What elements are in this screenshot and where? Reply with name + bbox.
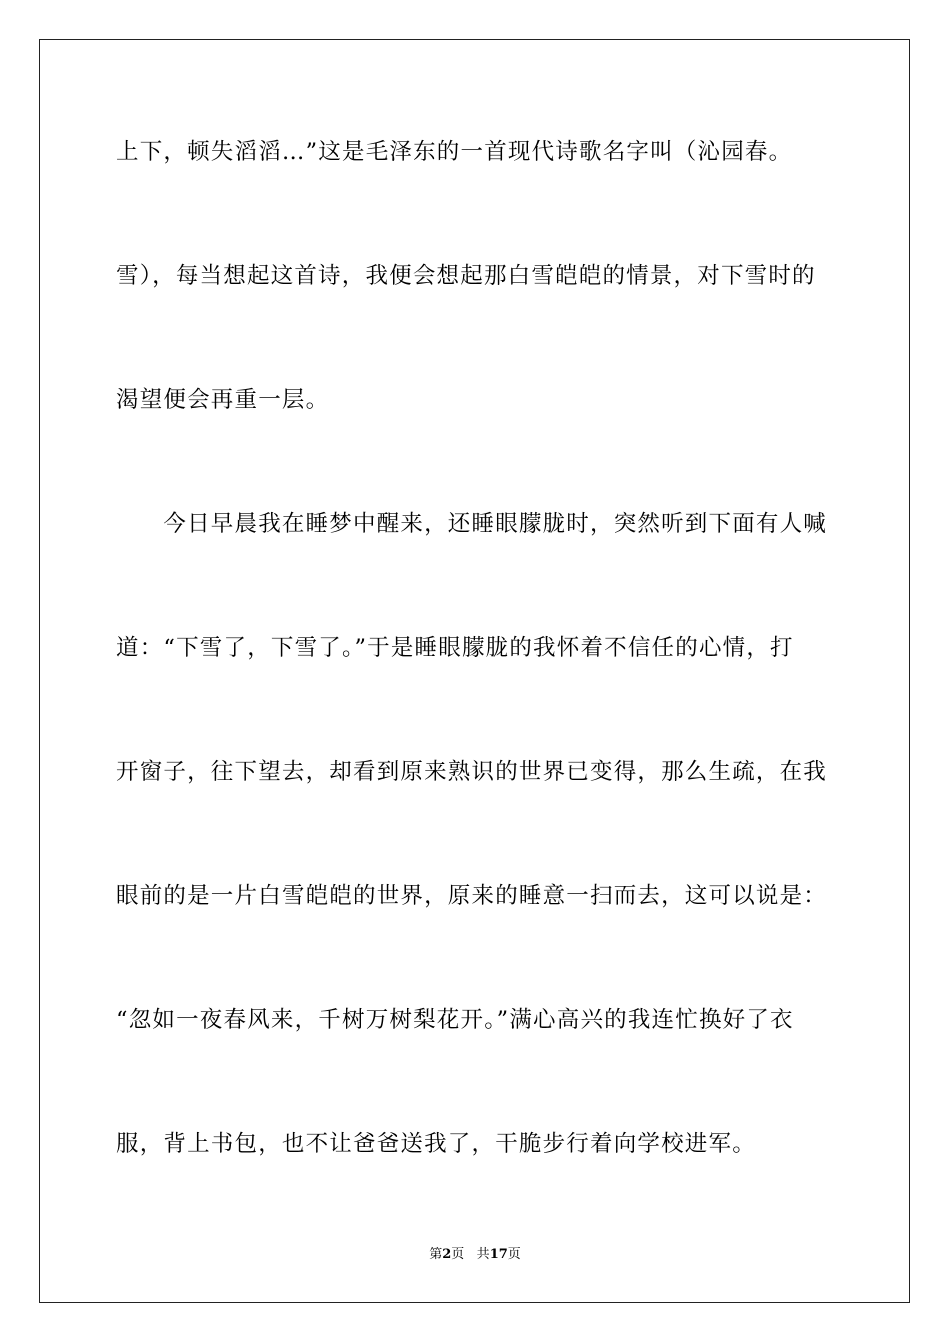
page-footer bbox=[0, 1246, 950, 1264]
page-number: 2 bbox=[442, 1247, 452, 1262]
page-prefix: 第 bbox=[429, 1247, 443, 1262]
page-border bbox=[39, 39, 910, 1303]
body-text-line: 道：“下雪了，下雪了。”于是睡眼朦胧的我怀着不信任的心情，打 bbox=[116, 635, 794, 661]
total-pages: 17 bbox=[489, 1247, 508, 1262]
body-text-line: 今日早晨我在睡梦中醒来，还睡眼朦胧时，突然听到下面有人喊 bbox=[116, 511, 828, 537]
body-text-line: 渴望便会再重一层。 bbox=[116, 387, 330, 413]
body-text-line: 雪），每当想起这首诗，我便会想起那白雪皑皑的情景，对下雪时的 bbox=[116, 263, 816, 289]
body-text-line: “忽如一夜春风来，千树万树梨花开。”满心高兴的我连忙换好了衣 bbox=[116, 1007, 794, 1033]
total-prefix: 共 bbox=[476, 1247, 490, 1262]
body-text-line: 开窗子，往下望去，却看到原来熟识的世界已变得，那么生疏，在我 bbox=[116, 759, 828, 785]
body-text-line: 眼前的是一片白雪皑皑的世界，原来的睡意一扫而去，这可以说是： bbox=[116, 883, 828, 909]
body-text-line: 上下，顿失滔滔…”这是毛泽东的一首现代诗歌名字叫（沁园春。 bbox=[116, 139, 793, 165]
page-suffix: 页 bbox=[451, 1247, 465, 1262]
body-text-line: 服，背上书包，也不让爸爸送我了，干脆步行着向学校进军。 bbox=[116, 1131, 756, 1157]
total-suffix: 页 bbox=[507, 1247, 521, 1262]
